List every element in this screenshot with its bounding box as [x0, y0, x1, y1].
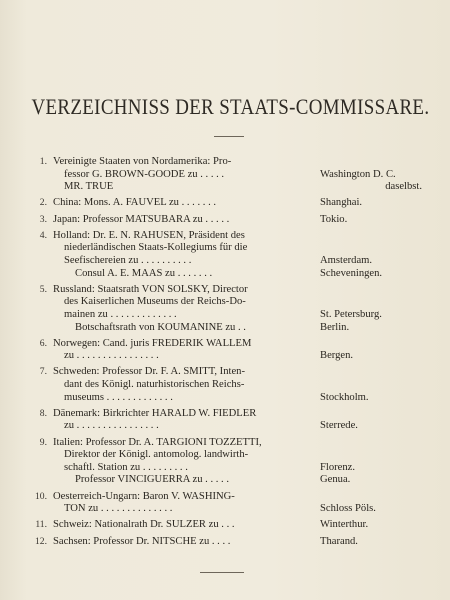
- entry-text: Norwegen: Cand. juris FREDERIK WALLEM: [53, 337, 252, 349]
- entry-number: 9.: [39, 436, 47, 448]
- entry-text: Holland: Dr. E. N. RAHUSEN, Präsident des: [53, 229, 245, 241]
- entry-location: Genua.: [320, 474, 351, 486]
- entry-line: [28, 420, 430, 433]
- entry-line: [28, 156, 430, 169]
- entry-text: Italien: Professor Dr. A. TARGIONI TOZZETTI,: [53, 436, 262, 448]
- entry-line: [28, 437, 430, 450]
- entry-number: 12.: [35, 535, 47, 547]
- entry-text: Professor VINCIGUERRA zu . . . . .: [75, 474, 229, 486]
- entry-location: Bergen.: [320, 350, 354, 362]
- show-through-text: [386, 122, 444, 132]
- entry-line: [28, 519, 430, 532]
- entry-location: Schloss Pöls.: [320, 503, 376, 515]
- entry-number: 11.: [35, 519, 47, 531]
- title-divider: [214, 136, 244, 137]
- entry-line: [28, 462, 430, 475]
- page-title: VERZEICHNISS DER STAATS-COMMISSARE.: [31, 94, 430, 119]
- entry-line: [28, 169, 430, 182]
- list-item: [28, 491, 430, 516]
- list-item: [28, 519, 430, 532]
- entry-line: [28, 255, 430, 268]
- entry-number: 5.: [39, 283, 47, 295]
- entry-number: 8.: [39, 407, 47, 419]
- list-item: [28, 230, 430, 280]
- entry-line: [28, 296, 430, 309]
- entry-location: Stockholm.: [320, 391, 369, 403]
- list-item: [28, 156, 430, 194]
- entry-location: Tharand.: [320, 535, 358, 547]
- entry-text: mainen zu . . . . . . . . . . . . .: [64, 308, 177, 320]
- entry-number: 10.: [35, 490, 47, 502]
- entry-line: [28, 379, 430, 392]
- entry-text: niederländischen Staats-Kollegiums für die: [64, 242, 248, 254]
- entry-line: [28, 284, 430, 297]
- list-item: [28, 408, 430, 433]
- entry-line: [28, 474, 430, 487]
- entry-line: [28, 338, 430, 351]
- list-item: [28, 214, 430, 227]
- entry-line: [28, 449, 430, 462]
- list-item: [28, 284, 430, 334]
- entry-text: China: Mons. A. FAUVEL zu . . . . . . .: [53, 197, 217, 209]
- entry-text: Schweiz: Nationalrath Dr. SULZER zu . . .: [53, 519, 235, 531]
- entry-line: [28, 181, 430, 194]
- list-item: [28, 338, 430, 363]
- list-item: [28, 536, 430, 549]
- entry-text: des Kaiserlichen Museums der Reichs-Do-: [64, 296, 246, 308]
- entry-line: [28, 536, 430, 549]
- entry-location: Berlin.: [320, 321, 350, 333]
- entry-text: Dänemark: Birkrichter HARALD W. FIEDLER: [53, 407, 257, 419]
- entry-text: Seefischereien zu . . . . . . . . . .: [64, 254, 192, 266]
- entry-location: St. Petersburg.: [320, 308, 382, 320]
- entry-text: fessor G. BROWN-GOODE zu . . . . .: [64, 168, 225, 180]
- entry-text: zu . . . . . . . . . . . . . . . .: [64, 420, 159, 432]
- entry-line: [28, 214, 430, 227]
- entry-line: [28, 350, 430, 363]
- list-item: [28, 197, 430, 210]
- list-item: [28, 366, 430, 404]
- entry-line: [28, 268, 430, 281]
- entry-text: MR. TRUE: [64, 181, 114, 193]
- entry-line: [28, 309, 430, 322]
- closing-divider: [200, 572, 244, 573]
- entry-location: Washington D. C.: [320, 168, 396, 180]
- entry-text: Sachsen: Professor Dr. NITSCHE zu . . . .: [53, 535, 231, 547]
- entry-text: zu . . . . . . . . . . . . . . . .: [64, 350, 159, 362]
- entry-text: dant des Königl. naturhistorischen Reichs-: [64, 379, 245, 391]
- entry-number: 2.: [39, 197, 47, 209]
- entry-number: 4.: [39, 229, 47, 241]
- entry-line: [28, 503, 430, 516]
- entry-line: [28, 242, 430, 255]
- entry-line: [28, 197, 430, 210]
- entry-text: Japan: Professor MATSUBARA zu . . . . .: [53, 213, 230, 225]
- entry-number: 6.: [39, 337, 47, 349]
- entry-location: Shanghai.: [320, 197, 363, 209]
- entry-location: Florenz.: [320, 461, 356, 473]
- entry-line: [28, 408, 430, 421]
- entry-text: schaftl. Station zu . . . . . . . . .: [64, 461, 188, 473]
- entry-text: Schweden: Professor Dr. F. A. SMITT, Inten-: [53, 366, 245, 378]
- entry-line: [28, 322, 430, 335]
- entry-text: museums . . . . . . . . . . . . .: [64, 391, 173, 403]
- entry-text: Oesterreich-Ungarn: Baron V. WASHING-: [53, 490, 235, 502]
- entry-line: [28, 230, 430, 243]
- entry-number: 7.: [39, 366, 47, 378]
- entry-text: TON zu . . . . . . . . . . . . . .: [64, 503, 173, 515]
- entry-location: Sterrede.: [320, 420, 358, 432]
- entry-location: Tokio.: [320, 213, 348, 225]
- entry-location: Scheveningen.: [320, 267, 383, 279]
- entry-line: [28, 491, 430, 504]
- entry-text: Botschaftsrath von KOUMANINE zu . .: [75, 321, 246, 333]
- entry-text: Consul A. E. MAAS zu . . . . . . .: [75, 267, 213, 279]
- entry-line: [28, 392, 430, 405]
- entry-location: daselbst.: [385, 181, 422, 193]
- list-item: [28, 437, 430, 487]
- entry-number: 1.: [39, 156, 47, 167]
- entry-location: Amsterdam.: [320, 254, 373, 266]
- entry-line: [28, 366, 430, 379]
- commissioner-list: [28, 156, 430, 552]
- entry-text: Russland: Staatsrath VON SOLSKY, Director: [53, 283, 248, 295]
- entry-location: Winterthur.: [320, 519, 369, 531]
- entry-number: 3.: [39, 213, 47, 225]
- entry-text: Vereinigte Staaten von Nordamerika: Pro-: [53, 156, 232, 167]
- entry-text: Direktor der Königl. antomolog. landwirth-: [64, 449, 249, 461]
